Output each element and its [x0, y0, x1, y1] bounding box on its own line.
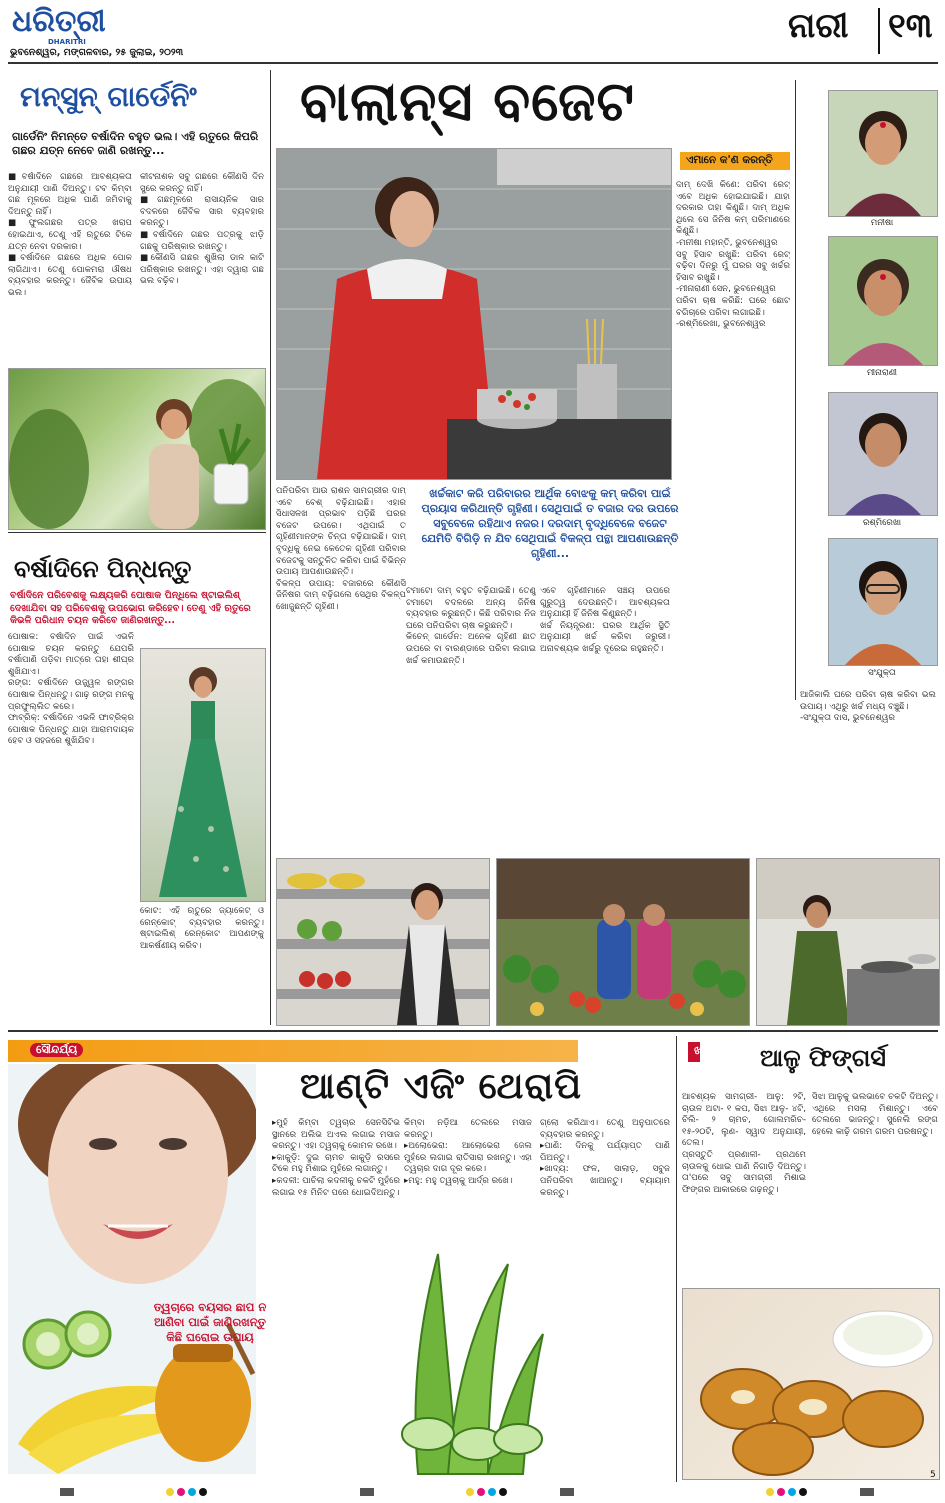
portrait-3-name: ରଶ୍ମିରେଖା	[862, 518, 902, 528]
anti-aging-col3: ଗ୍ଲୋ କରିଥାଏ। ତେଣୁ ଅନୁପାତରେ ବ୍ୟବହାର କରନ୍ତୁ। ▸ପାଣି: ଦିନକୁ ପର୍ଯ୍ୟାପ୍ତ ପାଣି ପିଅନ୍ତୁ। ▸ଖାଦ୍ୟ: ଫଳ, ସାଲାଡ଼, ସବୁଜ ପନିପରିବା ଖାଆନ୍ତୁ। ବ୍ୟାୟାମ କରନ୍ତୁ।	[540, 1118, 670, 1198]
logo-sub: DHARITRI	[48, 38, 86, 46]
portrait-1-name: ମନୀଷା	[870, 218, 894, 228]
aloe-vera-illustration	[398, 1244, 548, 1478]
portrait-1-illustration	[829, 91, 937, 216]
anti-aging-title: ଆଣ୍ଟି ଏଜିଂ ଥେରାପି	[300, 1066, 583, 1107]
anti-aging-col2: କିମ୍ବା ନଡ଼ିଆ ତେଲରେ ମସାଜ କରନ୍ତୁ। ▸ଅଲୋଭେରା: ଆଲୋଭେରା ଜେଲ ମୁହଁରେ ଲଗାଇ ରାତିସାରା ରଖନ୍ତୁ। ଏହା ତ୍ୱଚାର ଦାଗ ଦୂର କରେ। ▸ମହୁ: ମହୁ ତ୍ୱଚାକୁ ଆର୍ଦ୍ର ରଖେ।	[404, 1118, 532, 1186]
fashion-illustration	[141, 649, 265, 901]
aloo-fingers-photo	[682, 1288, 940, 1480]
budget-sidebar-text: ଦାମ୍ ଦେଖି କିଣେ: ପରିବା ରେଟ୍ ଏବେ ଅଧିକ ହୋଇଯାଇଛି। ଯାହା ଦରକାର ତାହା କିଣୁଛି। ଦାମ୍ ଅଧିକ ଥିଲେ ସେ ଜିନିଷ କମ୍ ପରିମାଣରେ କିଣୁଛି। -ମନୀଷା ମହାନ୍ତି, ଭୁବନେଶ୍ୱର ସବୁ ହିସାବ ରଖୁଛି: ପରିବା ରେଟ୍ ବଢ଼ିବା ଦିନରୁ ମୁଁ ଘରର ସବୁ ଖର୍ଚ୍ଚର ହିସାବ ରଖୁଛି। -ମୀନାରାଣୀ ସେନ, ଭୁବନେଶ୍ୱର ପରିବା ଚାଷ କରିଛି: ଘରେ ଛୋଟ ବଗିଚାରେ ପରିବା ଲଗାଇଛି। -ରଶ୍ମିରେଖା, ଭୁବନେଶ୍ୱର	[676, 180, 790, 330]
portrait-4-name: ସଂଯୁକ୍ତା	[868, 668, 896, 678]
recipe-col2: ସିଝା ଆଳୁକୁ ଭଲଭାବେ ଚକଟି ଦିଅନ୍ତୁ। ଏଥିରେ ମସଲା ମିଶାନ୍ତୁ। ଏବେ ତେଲରେ ଭାଜନ୍ତୁ। ସୁନେଲି ରଙ୍ଗ ହେଲେ କାଢ଼ି ଗରମ ଗରମ ପରଷନ୍ତୁ।	[812, 1092, 938, 1137]
face-illustration	[8, 1064, 256, 1474]
mid-page-rule	[8, 1030, 938, 1032]
monsoon-gardening-col2: କୀଟନାଶକ ସବୁ ଗଛରେ କୌଣସି ଦିନ ସ୍ପ୍ରେ କରନ୍ତୁ ନାହିଁ। ■ଗଛମୂଳରେ ରାସାୟନିକ ସାର ବଦଳରେ ଜୈବିକ ସାର ବ୍ୟବହାର କରନ୍ତୁ। ■ବର୍ଷାଦିନେ ଗଛର ପତ୍ରକୁ ଝାଡ଼ି ଗଛକୁ ପରିଷ୍କାର ରଖନ୍ତୁ। ■କୌଣସି ଗଛର ଶୁଖିଲା ଡାଳ କାଟି ପରିଷ୍କାର ରଖନ୍ତୁ। ଏହା ଦ୍ୱାରା ଗଛ ଭଲ ବଢ଼ିବ।	[140, 172, 264, 287]
fashion-col2: କୋଟ: ଏହି ଋତୁରେ ଜ୍ୟାକେଟ୍ ଓ ରେନ୍‌କୋଟ୍ ବ୍ୟବହାର କରନ୍ତୁ। ଷ୍ଟାଇଲିଶ୍ ରେନ୍‌କୋଟ ଆପଣଙ୍କୁ ଆକର୍ଷଣୀୟ କରିବ।	[140, 906, 264, 951]
recipe-tag	[688, 1042, 738, 1062]
balance-budget-title: ବାଲାନ୍ସ ବଜେଟ	[300, 70, 635, 133]
section-divider-left	[8, 532, 266, 533]
fashion-intro: ବର୍ଷାଦିନେ ପରିବେଶକୁ ଲକ୍ଷ୍ୟକରି ପୋଷାକ ପିନ୍ଧିଲେ ଷ୍ଟାଇଲିଶ୍ ଦେଖାଯିବା ସହ ପରିବେଶକୁ ଉପଭୋଗ କରିହେବ। ତେଣୁ ଏହି ଋତୁରେ କିଭଳି ପରିଧାନ ଚୟନ କରିବେ ଜାଣିରଖନ୍ତୁ...	[10, 590, 251, 626]
beauty-tag: ସୌନ୍ଦର୍ଯ୍ୟ	[30, 1043, 83, 1057]
page-number: ୧୩	[888, 6, 933, 46]
gardening-photo	[8, 368, 266, 530]
portrait-2-name: ମୀନାରାଣୀ	[866, 368, 898, 378]
print-registration-marks	[0, 1486, 945, 1499]
budget-body-col2: ଟମାଟୋ ଦାମ୍ ବହୁତ ବଢ଼ିଯାଇଛି। ତେଣୁ ଟମାଟୋ ବଦଳରେ ଅନ୍ୟ ଜିନିଷ ବ୍ୟବହାର କରୁଛନ୍ତି। କିଛି ପରିବାର ନିଜ ଘରେ ପନିପରିବା ଚାଷ କରୁଛନ୍ତି। କିଚେନ୍ ଗାର୍ଡେନ: ଅନେକ ଗୃହିଣୀ ଛାତ ଉପରେ ବା ବାରଣ୍ଡାରେ ପରିବା ଲଗାଇ ଖର୍ଚ୍ଚ କମାଉଛନ୍ତି।	[406, 586, 536, 666]
portrait-4-illustration	[829, 539, 937, 665]
cooking-illustration	[757, 859, 939, 1025]
footer-colorbar	[0, 1484, 945, 1497]
budget-sidebar-text-2: ଆଜିକାଲି ଘରେ ପରିବା ଚାଷ କରିବା ଭଲ ଉପାୟ। ଏଥିରୁ ଖର୍ଚ୍ଚ ମଧ୍ୟ ବଞ୍ଚୁଛି। -ସଂଯୁକ୍ତା ଦାସ, ଭୁବନେଶ୍ୱର	[800, 690, 936, 724]
gardening-illustration	[9, 369, 265, 529]
monsoon-gardening-intro: ଗାର୍ଡେନିଂ ନିମନ୍ତେ ବର୍ଷାଦିନ ବହୁତ ଭଲ। ଏହି ଋତୁରେ କିପରି ଗଛର ଯତ୍ନ ନେବେ ଜାଣି ରଖନ୍ତୁ...	[12, 130, 259, 157]
beauty-tag-band	[8, 1040, 578, 1062]
portrait-2-illustration	[829, 237, 937, 365]
dharitri-logo: ଧରିତ୍ରୀ	[12, 4, 106, 39]
aloo-fingers-illustration	[683, 1289, 939, 1479]
portrait-3	[828, 392, 938, 516]
column-divider-1	[270, 70, 271, 1025]
anti-aging-col1: ▸ମୁହଁ କିମ୍ବା ତ୍ୱଚାର ସେନସିଟିଭ ସ୍ଥାନରେ ଅଲିଭ ଅଏଲ ଲଗାଇ ମସାଜ କରନ୍ତୁ। ଏହା ତ୍ୱଚାକୁ କୋମଳ ରଖେ। ▸କାକୁଡ଼ି: ଦୁଇ ଚାମଚ କାକୁଡ଼ି ରସରେ ଟିକେ ମହୁ ମିଶାଇ ମୁହଁରେ ଲଗାନ୍ତୁ। ▸କଦଳୀ: ପାଚିଲା କଦଳୀକୁ ଚକଟି ମୁହଁରେ ଲଗାଇ ୧୫ ମିନିଟ ପରେ ଧୋଇଦିଅନ୍ତୁ।	[272, 1118, 400, 1198]
kitchen-illustration	[277, 149, 671, 479]
budget-body-col3: ଏବେ ଗୃହିଣୀମାନେ ସଞ୍ଚୟ ଉପରେ ଗୁରୁତ୍ୱ ଦେଉଛନ୍ତି। ଆବଶ୍ୟକତା ଅନୁଯାୟୀ ହିଁ ଜିନିଷ କିଣୁଛନ୍ତି। ଖର୍ଚ୍ଚ ନିୟନ୍ତ୍ରଣ: ଘରର ଆର୍ଥିକ ସ୍ଥିତି ଅନୁଯାୟୀ ଖର୍ଚ୍ଚ କରିବା ଜରୁରୀ। ଅନାବଶ୍ୟକ ଖର୍ଚ୍ଚରୁ ଦୂରେଇ ରହୁଛନ୍ତି।	[540, 586, 670, 654]
fashion-col1: ପୋଷାକ: ବର୍ଷାଦିନ ପାଇଁ ଏଭଳି ପୋଷାକ ଚୟନ କରନ୍ତୁ ଯେପରି ବର୍ଷାପାଣି ପଡ଼ିବା ମାତ୍ରେ ତାହା ଶୀଘ୍ର ଶୁଖିଯାଏ। ରଙ୍ଗ: ବର୍ଷାଦିନେ ଉଜ୍ଜ୍ୱଳ ରଙ୍ଗର ପୋଷାକ ପିନ୍ଧନ୍ତୁ। ଗାଢ଼ ରଙ୍ଗ ମନକୁ ପ୍ରଫୁଲ୍ଲିତ କରେ। ଫାବ୍ରିକ୍: ବର୍ଷାଦିନେ ଏଭଳି ଫାବ୍ରିକ୍ର ପୋଷାକ ପିନ୍ଧନ୍ତୁ ଯାହା ଆରାମଦାୟକ ହେବ ଓ ସହଜରେ ଶୁଖିଯିବ।	[8, 632, 134, 747]
masthead-divider	[878, 8, 880, 54]
masthead	[0, 0, 945, 62]
sidebar-tag-label: ଏମାନେ କ'ଣ କରନ୍ତି	[686, 154, 773, 166]
recipe-title: ଆଳୁ ଫିଙ୍ଗର୍ସ	[760, 1044, 886, 1072]
cooking-photo	[756, 858, 940, 1026]
fashion-title: ବର୍ଷାଦିନେ ପିନ୍ଧନ୍ତୁ	[14, 555, 192, 583]
kitchen-photo	[276, 148, 672, 480]
sidebar-tag	[680, 152, 790, 170]
grocery-illustration	[277, 859, 489, 1025]
headline-rule	[795, 80, 796, 700]
anti-aging-caption: ତ୍ୱଚାରେ ବୟସର ଛାପ ନ ଆଣିବା ପାଇଁ ଜାଣିରଖନ୍ତୁ କିଛି ଘରୋଇ ଉପାୟ	[153, 1300, 267, 1344]
section-name: ନାରୀ	[788, 6, 849, 46]
face-photo	[8, 1064, 256, 1474]
market-photo	[496, 858, 750, 1026]
portrait-1	[828, 90, 938, 217]
fashion-title-band	[8, 552, 266, 586]
footer-page-marker: 5	[930, 1470, 936, 1480]
dateline: ଭୁବନେଶ୍ୱର, ମଙ୍ଗଳବାର, ୨୫ ଜୁଲାଇ, ୨୦୨୩	[10, 47, 184, 58]
column-divider-2	[676, 1036, 677, 1482]
market-illustration	[497, 859, 749, 1025]
aloe-vera-photo	[398, 1244, 548, 1478]
pull-quote: ଖର୍ଚ୍ଚକାଟ କରି ପରିବାରର ଆର୍ଥିକ ବୋଝକୁ କମ୍ କରିବା ପାଇଁ ପ୍ରୟାସ କରିଥାନ୍ତି ଗୃହିଣୀ। ସେଥିପାଇଁ ତ ବଜାର ଦର ଉପରେ ସବୁବେଳେ ରହିଥାଏ ନଜର। ଦରଦାମ୍ ବୃଦ୍ଧିବେଳେ ବଜେଟ ଯେମିତି ବିଗିଡ଼ି ନ ଯିବ ସେଥିପାଇଁ ବିକଳ୍ପ ପନ୍ଥା ଆପଣାଉଛନ୍ତି ଗୃହିଣୀ...	[421, 487, 679, 560]
budget-body-col1: ପନିପରିବା ଆଉ ରାଶନ ସାମଗ୍ରୀର ଦାମ୍ ଏବେ ବେଶ୍ ବଢ଼ିଯାଇଛି। ଏହାର ସିଧାସଳଖ ପ୍ରଭାବ ପଡ଼ିଛି ଘରର ବଜେଟ ଉପରେ। ଏଥିପାଇଁ ତ ଗୃହିଣୀମାନଙ୍କ ଚିନ୍ତା ବଢ଼ିଯାଇଛି। ଦାମ୍ ବୃଦ୍ଧିକୁ ନେଇ କେତେକ ଗୃହିଣୀ ପରିବାର ବଜେଟକୁ ସନ୍ତୁଳିତ କରିବା ପାଇଁ ବିଭିନ୍ନ ଉପାୟ ଆପଣାଉଛନ୍ତି। ବିକଳ୍ପ ଉପାୟ: ବଜାରରେ କୌଣସି ଜିନିଷର ଦାମ୍ ବଢ଼ିଗଲେ ସେଥିର ବିକଳ୍ପ ଖୋଜୁଛନ୍ତି ଗୃହିଣୀ।	[276, 486, 406, 612]
masthead-rule	[8, 62, 938, 64]
monsoon-gardening-title: ମନ୍‌ସୁନ୍ ଗାର୍ଡେନିଂ	[20, 80, 197, 113]
recipe-col1: ଆବଶ୍ୟକ ସାମଗ୍ରୀ- ଆଳୁ: ୨ଟି, ଚାଉଳ ଅଟା- ୧ କପ, ସିଝା ଆଳୁ- ୪ଟି, ଚିଲି- ୨ ଚାମଚ, ଗୋଲମରିଚ- ୧୫-୨୦ଟି, ଲୁଣ- ସ୍ୱାଦ ଅନୁଯାୟୀ, ତେଲ। ପ୍ରସ୍ତୁତି ପ୍ରଣାଳୀ- ପ୍ରଥମେ ଚାଉଳକୁ ଧୋଇ ପାଣି ନିଗାଡ଼ି ଦିଅନ୍ତୁ। ତା'ପରେ ସବୁ ସାମଗ୍ରୀ ମିଶାଇ ଫିଙ୍ଗର ଆକାରରେ ଗଢ଼ନ୍ତୁ।	[682, 1092, 806, 1195]
grocery-photo	[276, 858, 490, 1026]
monsoon-gardening-col1: ■ବର୍ଷାଦିନେ ଗଛରେ ଆବଶ୍ୟକତା ଅନୁଯାୟୀ ପାଣି ଦିଅନ୍ତୁ। ଟବ କିମ୍ବା ଗଛ ମୂଳରେ ଅଧିକ ପାଣି ଜମିବାକୁ ଦିଅନ୍ତୁ ନାହିଁ। ■ଫୁଲଗଛର ପତ୍ର ଖରାପ ହୋଇଥାଏ, ତେଣୁ ଏହି ଋତୁରେ ଟିକେ ଯତ୍ନ ନେବା ଦରକାର। ■ବର୍ଷାଦିନେ ଗଛରେ ଅଧିକ ପୋକ ଲାଗିଥାଏ। ତେଣୁ ପୋକମରା ଔଷଧ ବ୍ୟବହାର କରନ୍ତୁ। ଜୈବିକ ଉପାୟ ଭଲ।	[8, 172, 132, 298]
fashion-photo	[140, 648, 266, 902]
portrait-3-illustration	[829, 393, 937, 515]
recipe-tag-label: ଖାଦ୍ୟରୁଚି	[694, 1044, 738, 1057]
portrait-2	[828, 236, 938, 366]
portrait-4	[828, 538, 938, 666]
